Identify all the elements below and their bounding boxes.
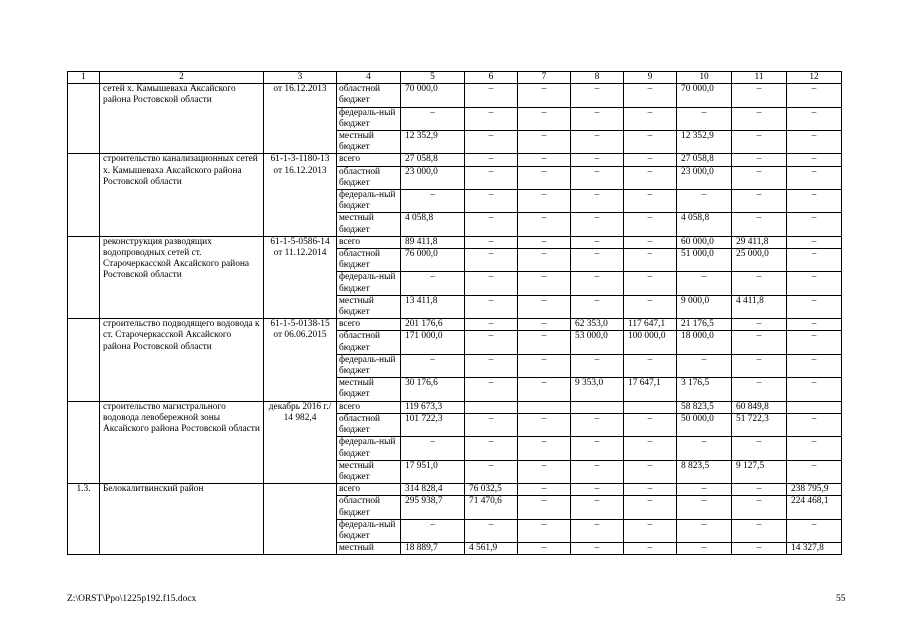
amount-cell: – bbox=[571, 437, 624, 460]
amount-cell: – bbox=[624, 437, 677, 460]
amount-cell: – bbox=[465, 354, 518, 377]
page-number: 55 bbox=[836, 594, 846, 604]
amount-cell bbox=[465, 401, 518, 413]
amount-cell: 17 951,0 bbox=[401, 460, 465, 483]
amount-cell: 9 000,0 bbox=[677, 295, 732, 318]
item-number-cell bbox=[68, 84, 100, 154]
amount-cell: – bbox=[624, 154, 677, 166]
amount-cell: – bbox=[624, 543, 677, 555]
funding-source-cell: федераль-ный бюджет bbox=[337, 354, 401, 377]
funding-source-cell: местный bbox=[337, 543, 401, 555]
amount-cell: 13 411,8 bbox=[401, 295, 465, 318]
amount-cell bbox=[624, 401, 677, 413]
amount-cell bbox=[518, 401, 571, 413]
amount-cell: – bbox=[787, 131, 842, 154]
amount-cell: – bbox=[465, 460, 518, 483]
amount-cell: 9 127,5 bbox=[732, 460, 787, 483]
funding-source-cell: местный бюджет bbox=[337, 460, 401, 483]
amount-cell: – bbox=[518, 107, 571, 130]
amount-cell: – bbox=[787, 319, 842, 331]
amount-cell: – bbox=[732, 437, 787, 460]
amount-cell: 76 000,0 bbox=[401, 249, 465, 272]
amount-cell: – bbox=[465, 131, 518, 154]
funding-source-cell: федераль-ный бюджет bbox=[337, 519, 401, 542]
amount-cell: – bbox=[624, 484, 677, 496]
amount-cell: – bbox=[401, 272, 465, 295]
amount-cell: – bbox=[787, 519, 842, 542]
column-number-cell: 3 bbox=[264, 72, 337, 84]
column-number-cell: 6 bbox=[465, 72, 518, 84]
amount-cell: 8 823,5 bbox=[677, 460, 732, 483]
funding-source-cell: федераль-ный бюджет bbox=[337, 190, 401, 213]
amount-cell: – bbox=[732, 319, 787, 331]
amount-cell: – bbox=[401, 354, 465, 377]
object-name-cell: строительство канализационных сетей х. Камышеваха Аксайского района Ростовской области bbox=[100, 154, 264, 236]
amount-cell: – bbox=[787, 272, 842, 295]
amount-cell: 117 647,1 bbox=[624, 319, 677, 331]
amount-cell: – bbox=[732, 484, 787, 496]
amount-cell: 62 353,0 bbox=[571, 319, 624, 331]
amount-cell: – bbox=[624, 496, 677, 519]
funding-source-cell: областной бюджет bbox=[337, 249, 401, 272]
amount-cell: – bbox=[732, 519, 787, 542]
amount-cell: – bbox=[677, 519, 732, 542]
amount-cell: – bbox=[571, 519, 624, 542]
amount-cell: 238 795,9 bbox=[787, 484, 842, 496]
funding-source-cell: местный бюджет bbox=[337, 378, 401, 401]
amount-cell: – bbox=[677, 354, 732, 377]
amount-cell: – bbox=[518, 319, 571, 331]
table-row bbox=[68, 484, 842, 496]
amount-cell: – bbox=[624, 295, 677, 318]
amount-cell bbox=[787, 401, 842, 413]
funding-source-cell: областной бюджет bbox=[337, 413, 401, 436]
column-number-cell: 10 bbox=[677, 72, 732, 84]
amount-cell: – bbox=[465, 413, 518, 436]
document-date-cell: декабрь 2016 г./ 14 982,4 bbox=[264, 401, 337, 483]
amount-cell: – bbox=[732, 496, 787, 519]
file-path: Z:\ORST\Ppo\1225p192.f15.docx bbox=[67, 594, 197, 604]
amount-cell: – bbox=[571, 166, 624, 189]
object-name-cell: строительство магистрального водовода левобережной зоны Аксайского района Ростовской области bbox=[100, 401, 264, 483]
amount-cell: – bbox=[732, 190, 787, 213]
amount-cell: – bbox=[465, 295, 518, 318]
amount-cell: – bbox=[787, 413, 842, 436]
amount-cell: – bbox=[624, 166, 677, 189]
funding-source-cell: областной бюджет bbox=[337, 84, 401, 107]
amount-cell: – bbox=[571, 354, 624, 377]
amount-cell: – bbox=[732, 213, 787, 236]
column-number-cell: 11 bbox=[732, 72, 787, 84]
amount-cell: 51 000,0 bbox=[677, 249, 732, 272]
funding-source-cell: всего bbox=[337, 484, 401, 496]
amount-cell: – bbox=[787, 249, 842, 272]
amount-cell: – bbox=[677, 437, 732, 460]
amount-cell: – bbox=[677, 272, 732, 295]
amount-cell: – bbox=[732, 166, 787, 189]
funding-source-cell: федераль-ный бюджет bbox=[337, 107, 401, 130]
document-date-cell: от 16.12.2013 bbox=[264, 84, 337, 154]
funding-source-cell: местный бюджет bbox=[337, 131, 401, 154]
amount-cell: – bbox=[787, 154, 842, 166]
amount-cell: – bbox=[571, 107, 624, 130]
amount-cell: – bbox=[571, 484, 624, 496]
table-row bbox=[68, 154, 842, 166]
amount-cell: – bbox=[571, 272, 624, 295]
amount-cell: – bbox=[518, 354, 571, 377]
amount-cell: 4 058,8 bbox=[677, 213, 732, 236]
amount-cell: – bbox=[518, 236, 571, 248]
item-number-cell bbox=[68, 319, 100, 401]
amount-cell: 23 000,0 bbox=[677, 166, 732, 189]
amount-cell: – bbox=[518, 272, 571, 295]
amount-cell: – bbox=[518, 190, 571, 213]
amount-cell: – bbox=[571, 496, 624, 519]
amount-cell: 25 000,0 bbox=[732, 249, 787, 272]
amount-cell: 30 176,6 bbox=[401, 378, 465, 401]
amount-cell: – bbox=[571, 460, 624, 483]
amount-cell: – bbox=[465, 190, 518, 213]
amount-cell: – bbox=[732, 154, 787, 166]
amount-cell: – bbox=[518, 154, 571, 166]
funding-source-cell: всего bbox=[337, 319, 401, 331]
amount-cell: – bbox=[787, 437, 842, 460]
amount-cell: – bbox=[571, 154, 624, 166]
amount-cell: – bbox=[518, 519, 571, 542]
amount-cell: 4 561,9 bbox=[465, 543, 518, 555]
amount-cell: 27 058,8 bbox=[677, 154, 732, 166]
amount-cell: – bbox=[518, 131, 571, 154]
column-number-cell: 8 bbox=[571, 72, 624, 84]
document-date-cell: 61-1-5-0138-15 от 06.06.2015 bbox=[264, 319, 337, 401]
amount-cell: 171 000,0 bbox=[401, 331, 465, 354]
amount-cell: – bbox=[732, 543, 787, 555]
object-name-cell: строительство подводящего водовода к ст. Старочеркасской Аксайского района Ростовской области bbox=[100, 319, 264, 401]
funding-source-cell: областной бюджет bbox=[337, 166, 401, 189]
amount-cell: 76 032,5 bbox=[465, 484, 518, 496]
amount-cell: – bbox=[787, 460, 842, 483]
amount-cell: – bbox=[624, 107, 677, 130]
table-row bbox=[68, 319, 842, 331]
amount-cell: – bbox=[732, 331, 787, 354]
amount-cell: – bbox=[677, 484, 732, 496]
amount-cell: – bbox=[465, 249, 518, 272]
amount-cell: – bbox=[465, 331, 518, 354]
column-number-cell: 12 bbox=[787, 72, 842, 84]
amount-cell: 53 000,0 bbox=[571, 331, 624, 354]
amount-cell: – bbox=[787, 236, 842, 248]
document-date-cell: 61-1-3-1180-13 от 16.12.2013 bbox=[264, 154, 337, 236]
amount-cell: 29 411,8 bbox=[732, 236, 787, 248]
amount-cell: 70 000,0 bbox=[401, 84, 465, 107]
amount-cell: 23 000,0 bbox=[401, 166, 465, 189]
amount-cell: – bbox=[518, 249, 571, 272]
amount-cell: – bbox=[465, 236, 518, 248]
amount-cell: – bbox=[401, 519, 465, 542]
document-date-cell: 61-1-5-0586-14 от 11.12.2014 bbox=[264, 236, 337, 318]
amount-cell: 100 000,0 bbox=[624, 331, 677, 354]
amount-cell: 4 058,8 bbox=[401, 213, 465, 236]
object-name-cell: сетей х. Камышеваха Аксайского района Ростовской области bbox=[100, 84, 264, 154]
amount-cell: 9 353,0 bbox=[571, 378, 624, 401]
amount-cell: – bbox=[571, 249, 624, 272]
amount-cell: 12 352,9 bbox=[677, 131, 732, 154]
amount-cell: – bbox=[787, 84, 842, 107]
object-name-cell: реконструкция разводящих водопроводных сетей ст. Старочеркасской Аксайского района Ростовской области bbox=[100, 236, 264, 318]
amount-cell: – bbox=[465, 154, 518, 166]
item-number-cell: 1.3. bbox=[68, 484, 100, 555]
amount-cell: 12 352,9 bbox=[401, 131, 465, 154]
column-number-cell: 9 bbox=[624, 72, 677, 84]
amount-cell: 18 889,7 bbox=[401, 543, 465, 555]
amount-cell: 89 411,8 bbox=[401, 236, 465, 248]
amount-cell: – bbox=[571, 236, 624, 248]
amount-cell: – bbox=[624, 460, 677, 483]
column-number-cell: 4 bbox=[337, 72, 401, 84]
item-number-cell bbox=[68, 236, 100, 318]
amount-cell: – bbox=[677, 543, 732, 555]
amount-cell: – bbox=[465, 84, 518, 107]
amount-cell: – bbox=[624, 354, 677, 377]
amount-cell: – bbox=[518, 331, 571, 354]
amount-cell: 60 000,0 bbox=[677, 236, 732, 248]
amount-cell: – bbox=[571, 190, 624, 213]
amount-cell: – bbox=[624, 413, 677, 436]
funding-source-cell: федераль-ный бюджет bbox=[337, 437, 401, 460]
item-number-cell bbox=[68, 401, 100, 483]
amount-cell: – bbox=[624, 272, 677, 295]
funding-source-cell: местный бюджет bbox=[337, 213, 401, 236]
amount-cell: 70 000,0 bbox=[677, 84, 732, 107]
amount-cell: 18 000,0 bbox=[677, 331, 732, 354]
amount-cell: – bbox=[401, 437, 465, 460]
amount-cell: – bbox=[787, 213, 842, 236]
amount-cell: – bbox=[624, 190, 677, 213]
amount-cell: 295 938,7 bbox=[401, 496, 465, 519]
funding-source-cell: местный бюджет bbox=[337, 295, 401, 318]
amount-cell: – bbox=[518, 484, 571, 496]
amount-cell: – bbox=[465, 519, 518, 542]
amount-cell: 50 000,0 bbox=[677, 413, 732, 436]
amount-cell: – bbox=[465, 378, 518, 401]
amount-cell: – bbox=[465, 166, 518, 189]
amount-cell: – bbox=[732, 272, 787, 295]
budget-table bbox=[67, 71, 842, 555]
amount-cell: – bbox=[624, 84, 677, 107]
table-row bbox=[68, 236, 842, 248]
amount-cell: – bbox=[518, 84, 571, 107]
amount-cell: – bbox=[518, 413, 571, 436]
funding-source-cell: федераль-ный бюджет bbox=[337, 272, 401, 295]
amount-cell: – bbox=[571, 295, 624, 318]
amount-cell: – bbox=[518, 166, 571, 189]
amount-cell: – bbox=[571, 213, 624, 236]
amount-cell: – bbox=[787, 107, 842, 130]
amount-cell: – bbox=[787, 331, 842, 354]
item-number-cell bbox=[68, 154, 100, 236]
document-date-cell bbox=[264, 484, 337, 555]
amount-cell: – bbox=[677, 496, 732, 519]
amount-cell: – bbox=[732, 354, 787, 377]
amount-cell: – bbox=[518, 460, 571, 483]
amount-cell: – bbox=[732, 378, 787, 401]
amount-cell: – bbox=[518, 378, 571, 401]
amount-cell: 4 411,8 bbox=[732, 295, 787, 318]
column-number-row bbox=[68, 72, 842, 84]
column-number-cell: 2 bbox=[100, 72, 264, 84]
amount-cell: – bbox=[787, 295, 842, 318]
amount-cell: – bbox=[518, 437, 571, 460]
amount-cell: – bbox=[465, 272, 518, 295]
funding-source-cell: областной бюджет bbox=[337, 331, 401, 354]
amount-cell: 27 058,8 bbox=[401, 154, 465, 166]
amount-cell: – bbox=[787, 354, 842, 377]
amount-cell: – bbox=[401, 190, 465, 213]
amount-cell: 58 823,5 bbox=[677, 401, 732, 413]
amount-cell: – bbox=[465, 213, 518, 236]
amount-cell: 119 673,3 bbox=[401, 401, 465, 413]
table-row bbox=[68, 401, 842, 413]
amount-cell: 314 828,4 bbox=[401, 484, 465, 496]
amount-cell: – bbox=[732, 131, 787, 154]
amount-cell: – bbox=[401, 107, 465, 130]
amount-cell: – bbox=[571, 413, 624, 436]
column-number-cell: 5 bbox=[401, 72, 465, 84]
amount-cell: – bbox=[732, 107, 787, 130]
amount-cell: – bbox=[624, 213, 677, 236]
amount-cell: – bbox=[677, 190, 732, 213]
amount-cell: – bbox=[624, 236, 677, 248]
amount-cell: – bbox=[571, 84, 624, 107]
amount-cell: 51 722,3 bbox=[732, 413, 787, 436]
amount-cell: – bbox=[465, 437, 518, 460]
funding-source-cell: областной бюджет bbox=[337, 496, 401, 519]
amount-cell: – bbox=[518, 213, 571, 236]
column-number-cell: 7 bbox=[518, 72, 571, 84]
object-name-cell: Белокалитвинский район bbox=[100, 484, 264, 555]
amount-cell: – bbox=[518, 295, 571, 318]
amount-cell: – bbox=[624, 249, 677, 272]
amount-cell: 60 849,8 bbox=[732, 401, 787, 413]
amount-cell: – bbox=[571, 131, 624, 154]
amount-cell: – bbox=[465, 107, 518, 130]
amount-cell: – bbox=[732, 84, 787, 107]
amount-cell: – bbox=[624, 131, 677, 154]
amount-cell: 14 327,8 bbox=[787, 543, 842, 555]
amount-cell: 201 176,6 bbox=[401, 319, 465, 331]
funding-source-cell: всего bbox=[337, 154, 401, 166]
amount-cell: – bbox=[624, 519, 677, 542]
amount-cell: – bbox=[518, 543, 571, 555]
amount-cell: – bbox=[518, 496, 571, 519]
amount-cell: – bbox=[677, 107, 732, 130]
amount-cell: 17 647,1 bbox=[624, 378, 677, 401]
amount-cell: 3 176,5 bbox=[677, 378, 732, 401]
funding-source-cell: всего bbox=[337, 236, 401, 248]
amount-cell: – bbox=[571, 543, 624, 555]
amount-cell: – bbox=[787, 378, 842, 401]
column-number-cell: 1 bbox=[68, 72, 100, 84]
funding-source-cell: всего bbox=[337, 401, 401, 413]
table-row bbox=[68, 84, 842, 107]
amount-cell: 71 470,6 bbox=[465, 496, 518, 519]
amount-cell: 101 722,3 bbox=[401, 413, 465, 436]
amount-cell: – bbox=[787, 190, 842, 213]
amount-cell: 224 468,1 bbox=[787, 496, 842, 519]
amount-cell bbox=[571, 401, 624, 413]
amount-cell: 21 176,5 bbox=[677, 319, 732, 331]
amount-cell: – bbox=[787, 166, 842, 189]
amount-cell: – bbox=[465, 319, 518, 331]
